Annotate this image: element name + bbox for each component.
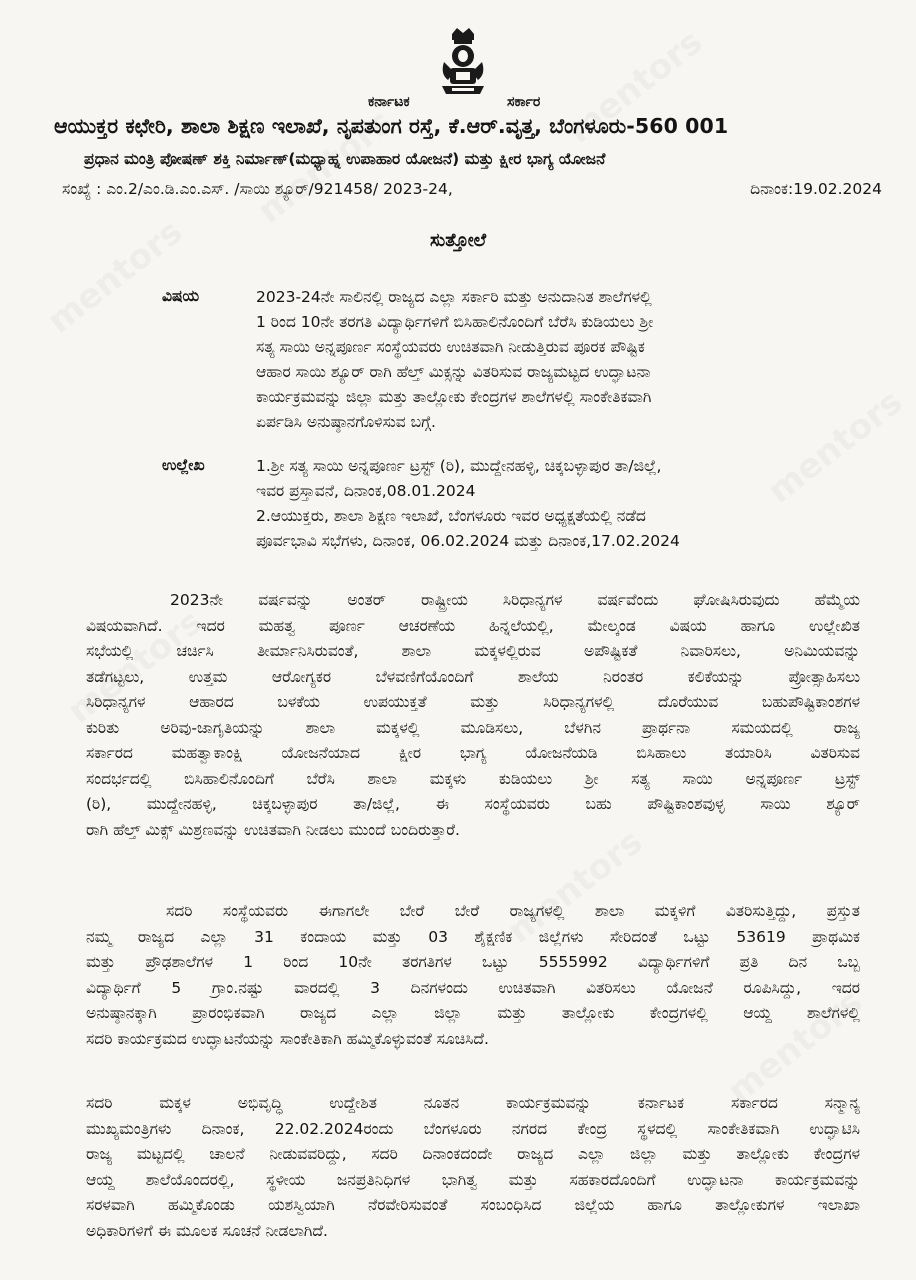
- text-line: ಮುಖ್ಯಮಂತ್ರಿಗಳು ದಿನಾಂಕ, 22.02.2024ರಂದು ಬೆಂಗಳೂರು ನಗರದ ಕೇಂದ್ರ ಸ್ಥಳದಲ್ಲಿ ಸಾಂಕೇತಿಕವಾಗಿ ಉದ್ಘಾಟಿಸಿ: [86, 1119, 860, 1138]
- text-line: ಸದರಿ ಸಂಸ್ಥೆಯವರು ಈಗಾಗಲೇ ಬೇರೆ ಬೇರೆ ರಾಜ್ಯಗಳಲ್ಲಿ ಶಾಲಾ ಮಕ್ಕಳಿಗೆ ವಿತರಿಸುತ್ತಿದ್ದು, ಪ್ರಸ್ತುತ: [166, 902, 860, 920]
- subject-label: ವಿಷಯ: [162, 287, 200, 305]
- text-line: ಏರ್ಪಡಿಸಿ ಅನುಷ್ಠಾನಗೊಳಿಸುವ ಬಗ್ಗೆ.: [256, 413, 436, 431]
- text-line: 1.ಶ್ರೀ ಸತ್ಯ ಸಾಯಿ ಅನ್ನಪೂರ್ಣ ಟ್ರಸ್ಟ್ (ರಿ), ಮುದ್ದೇನಹಳ್ಳಿ, ಚಿಕ್ಕಬಳ್ಳಾಪುರ ತಾ/ಜಿಲ್ಲೆ,: [256, 457, 662, 475]
- text-line: 2023-24ನೇ ಸಾಲಿನಲ್ಲಿ ರಾಜ್ಯದ ಎಲ್ಲಾ ಸರ್ಕಾರಿ ಮತ್ತು ಅನುದಾನಿತ ಶಾಲೆಗಳಲ್ಲಿ: [256, 288, 652, 306]
- text-line: 2.ಆಯುಕ್ತರು, ಶಾಲಾ ಶಿಕ್ಷಣ ಇಲಾಖೆ, ಬೆಂಗಳೂರು ಇವರ ಅಧ್ಯಕ್ಷತೆಯಲ್ಲಿ ನಡೆದ: [256, 507, 646, 525]
- document-title: ಸುತ್ತೋಲೆ: [429, 230, 487, 251]
- text-line: ಕುರಿತು ಅರಿವು-ಜಾಗೃತಿಯನ್ನು ಶಾಲಾ ಮಕ್ಕಳಲ್ಲಿ ಮೂಡಿಸಲು, ಬೆಳಗಿನ ಪ್ರಾರ್ಥನಾ ಸಮಯದಲ್ಲಿ ರಾಜ್ಯ: [86, 718, 860, 737]
- subject-text: [256, 285, 860, 435]
- body-paragraph-3: [86, 1091, 860, 1244]
- text-line: ಕಾರ್ಯಕ್ರಮವನ್ನು ಜಿಲ್ಲಾ ಮತ್ತು ತಾಲ್ಲೋಕು ಕೇಂದ್ರಗಳ ಶಾಲೆಗಳಲ್ಲಿ ಸಾಂಕೇತಿಕವಾಗಿ: [256, 388, 652, 406]
- reference-number-line: [62, 180, 882, 199]
- text-line: ತಡೆಗಟ್ಟಲು, ಉತ್ತಮ ಆರೋಗ್ಯಕರ ಬೆಳವಣಿಗೆಯೊಂದಿಗೆ ಶಾಲೆಯ ನಿರಂತರ ಕಲಿಕೆಯನ್ನು ಪ್ರೋತ್ಸಾಹಿಸಲು: [86, 667, 860, 686]
- state-emblem-icon: [430, 28, 496, 98]
- text-line: ಸದರಿ ಕಾರ್ಯಕ್ರಮದ ಉದ್ಘಾಟನೆಯನ್ನು ಸಾಂಕೇತಿಕಾಗಿ ಹಮ್ಮಿಕೊಳ್ಳುವಂತೆ ಸೂಚಿಸಿದೆ.: [86, 1029, 489, 1048]
- body-paragraph-2: [86, 899, 860, 1052]
- state-name-right: ಸರ್ಕಾರ: [507, 94, 541, 110]
- text-line: ಪೂರ್ವಭಾವಿ ಸಭೆಗಳು, ದಿನಾಂಕ, 06.02.2024 ಮತ್ತು ದಿನಾಂಕ,17.02.2024: [256, 532, 680, 550]
- text-line: ಮತ್ತು ಪ್ರೌಢಶಾಲೆಗಳ 1 ರಿಂದ 10ನೇ ತರಗತಿಗಳ ಒಟ್ಟು 5555992 ವಿದ್ಯಾರ್ಥಿಗಳಿಗೆ ಪ್ರತಿ ದಿನ ಒಬ್ಬ: [86, 953, 860, 971]
- text-line: ಸರಳವಾಗಿ ಹಮ್ಮಿಕೊಂಡು ಯಶಸ್ವಿಯಾಗಿ ನೆರವೇರಿಸುವಂತೆ ಸಂಬಂಧಿಸಿದ ಜಿಲ್ಲೆಯ ಹಾಗೂ ತಾಲ್ಲೋಕುಗಳ ಇಲಾಖಾ: [86, 1196, 860, 1214]
- text-line: ಆಹಾರ ಸಾಯಿ ಶ್ಯೂರ್ ರಾಗಿ ಹೆಲ್ತ್ ಮಿಕ್ಸನ್ನು ವಿತರಿಸುವ ರಾಜ್ಯಮಟ್ಟದ ಉದ್ಘಾಟನಾ: [256, 363, 651, 381]
- text-line: ಸದರಿ ಮಕ್ಕಳ ಅಭಿವೃದ್ಧಿ ಉದ್ದೇಶಿತ ನೂತನ ಕಾರ್ಯಕ್ರಮವನ್ನು ಕರ್ನಾಟಕ ಸರ್ಕಾರದ ಸನ್ಮಾನ್ಯ: [86, 1094, 860, 1112]
- state-name-left: ಕರ್ನಾಟಕ: [368, 94, 410, 110]
- text-line: ರಾಗಿ ಹೆಲ್ತ್ ಮಿಕ್ಸ್ ಮಿಶ್ರಣವನ್ನು ಉಚಿತವಾಗಿ ನೀಡಲು ಮುಂದೆ ಬಂದಿರುತ್ತಾರೆ.: [86, 820, 460, 839]
- scheme-name: ಪ್ರಧಾನ ಮಂತ್ರಿ ಪೋಷಣ್ ಶಕ್ತಿ ನಿರ್ಮಾಣ್(ಮಧ್ಯಾಹ್ನ ಉಪಾಹಾರ ಯೋಜನೆ) ಮತ್ತು ಕ್ಷೀರ ಭಾಗ್ಯ ಯೋಜನೆ: [84, 150, 606, 168]
- text-line: ಸಿರಿಧಾನ್ಯಗಳ ಆಹಾರದ ಬಳಕೆಯ ಉಪಯುಕ್ತತೆ ಮತ್ತು ಸಿರಿಧಾನ್ಯಗಳಲ್ಲಿ ದೊರೆಯುವ ಬಹುಪೌಷ್ಟಿಕಾಂಶಗಳ: [86, 693, 860, 711]
- text-line: ಆಯ್ದ ಶಾಲೆಯೊಂದರಲ್ಲಿ, ಸ್ಥಳೀಯ ಜನಪ್ರತಿನಿಧಿಗಳ ಭಾಗಿತ್ವ ಮತ್ತು ಸಹಕಾರದೊಂದಿಗೆ ಉದ್ಘಾಟನಾ ಕಾರ್ಯಕ್ರಮವನ್ನು: [86, 1170, 860, 1189]
- letterhead: [0, 28, 916, 110]
- text-line: ಇವರ ಪ್ರಸ್ತಾವನೆ, ದಿನಾಂಕ,08.01.2024: [256, 482, 476, 500]
- text-line: ಸಭೆಯಲ್ಲಿ ಚರ್ಚಿಸಿ ತೀರ್ಮಾನಿಸಿರುವಂತೆ, ಶಾಲಾ ಮಕ್ಕಳಲ್ಲಿರುವ ಅಪೌಷ್ಟಿಕತೆ ನಿವಾರಿಸಲು, ಅನಿಮಿಯವನ್ನು: [86, 642, 860, 660]
- text-line: ಸರ್ಕಾರದ ಮಹತ್ವಾಕಾಂಕ್ಷಿ ಯೋಜನೆಯಾದ ಕ್ಷೀರ ಭಾಗ್ಯ ಯೋಜನೆಯಡಿ ಬಿಸಿಹಾಲು ತಯಾರಿಸಿ ವಿತರಿಸುವ: [86, 744, 860, 762]
- text-line: ಅನುಷ್ಠಾನಕ್ಕಾಗಿ ಪ್ರಾರಂಭಿಕವಾಗಿ ರಾಜ್ಯದ ಎಲ್ಲಾ ಜಿಲ್ಲಾ ಮತ್ತು ತಾಲ್ಲೋಕು ಕೇಂದ್ರಗಳಲ್ಲಿ ಆಯ್ದ ಶಾಲೆಗಳಲ್ಲಿ: [86, 1004, 860, 1022]
- text-line: ರಾಜ್ಯ ಮಟ್ಟದಲ್ಲಿ ಚಾಲನೆ ನೀಡುವವರಿದ್ದು, ಸದರಿ ದಿನಾಂಕದಂದೇ ರಾಜ್ಯದ ಎಲ್ಲಾ ಜಿಲ್ಲಾ ಮತ್ತು ತಾಲ್ಲೋಕು ಕೇಂದ್ರಗಳ: [86, 1145, 860, 1163]
- body-paragraph-1: [86, 588, 860, 843]
- text-line: (ರಿ), ಮುದ್ದೇನಹಳ್ಳಿ, ಚಿಕ್ಕಬಳ್ಳಾಪುರ ತಾ/ಜಿಲ್ಲೆ, ಈ ಸಂಸ್ಥೆಯವರು ಬಹು ಪೌಷ್ಟಿಕಾಂಶವುಳ್ಳ ಸಾಯಿ ಶ್ಯೂರ್: [86, 795, 860, 813]
- reference-text: [256, 454, 860, 554]
- text-line: ಅಧಿಕಾರಿಗಳಿಗೆ ಈ ಮೂಲಕ ಸೂಚನೆ ನೀಡಲಾಗಿದೆ.: [86, 1221, 328, 1240]
- text-line: ಸತ್ಯ ಸಾಯಿ ಅನ್ನಪೂರ್ಣ ಸಂಸ್ಥೆಯವರು ಉಚಿತವಾಗಿ ನೀಡುತ್ತಿರುವ ಪೂರಕ ಪೌಷ್ಟಿಕ: [256, 338, 645, 356]
- reference-label: ಉಲ್ಲೇಖ: [162, 456, 205, 474]
- issue-date: ದಿನಾಂಕ:19.02.2024: [750, 180, 882, 198]
- text-line: 2023ನೇ ವರ್ಷವನ್ನು ಅಂತರ್ ರಾಷ್ಟ್ರೀಯ ಸಿರಿಧಾನ್ಯಗಳ ವರ್ಷವೆಂದು ಘೋಷಿಸಿರುವುದು ಹೆಮ್ಮೆಯ: [170, 591, 860, 609]
- text-line: ವಿಷಯವಾಗಿದೆ. ಇದರ ಮಹತ್ವ ಪೂರ್ಣ ಆಚರಣೆಯ ಹಿನ್ನಲೆಯಲ್ಲಿ, ಮೇಲ್ಕಂಡ ವಿಷಯ ಹಾಗೂ ಉಲ್ಲೇಖಿತ: [86, 616, 860, 635]
- text-line: 1 ರಿಂದ 10ನೇ ತರಗತಿ ವಿದ್ಯಾರ್ಥಿಗಳಿಗೆ ಬಿಸಿಹಾಲಿನೊಂದಿಗೆ ಬೆರೆಸಿ ಕುಡಿಯಲು ಶ್ರೀ: [256, 313, 654, 331]
- reference-number: ಸಂಖ್ಯೆ : ಎಂ.2/ಎಂ.ಡಿ.ಎಂ.ಎಸ್. /ಸಾಯಿ ಶ್ಯೂರ್/921458/ 2023-24,: [62, 180, 453, 198]
- text-line: ವಿದ್ಯಾರ್ಥಿಗೆ 5 ಗ್ರಾಂ.ನಷ್ಟು ವಾರದಲ್ಲಿ 3 ದಿನಗಳಂದು ಉಚಿತವಾಗಿ ವಿತರಿಸಲು ಯೋಜನೆ ರೂಪಿಸಿದ್ದು, ಇದರ: [86, 978, 860, 997]
- text-line: ಸಂದರ್ಭದಲ್ಲಿ ಬಿಸಿಹಾಲಿನೊಂದಿಗೆ ಬೆರೆಸಿ ಶಾಲಾ ಮಕ್ಕಳು ಕುಡಿಯಲು ಶ್ರೀ ಸತ್ಯ ಸಾಯಿ ಅನ್ನಪೂರ್ಣ ಟ್ರಸ್ಟ್: [86, 769, 860, 788]
- office-address: ಆಯುಕ್ತರ ಕಛೇರಿ, ಶಾಲಾ ಶಿಕ್ಷಣ ಇಲಾಖೆ, ನೃಪತುಂಗ ರಸ್ತೆ, ಕೆ.ಆರ್.ವೃತ್ತ, ಬೆಂಗಳೂರು-560 001: [54, 114, 729, 138]
- text-line: ನಮ್ಮ ರಾಜ್ಯದ ಎಲ್ಲಾ 31 ಕಂದಾಯ ಮತ್ತು 03 ಶೈಕ್ಷಣಿಕ ಜಿಲ್ಲೆಗಳು ಸೇರಿದಂತೆ ಒಟ್ಟು 53619 ಪ್ರಾಥಮಿಕ: [86, 927, 860, 946]
